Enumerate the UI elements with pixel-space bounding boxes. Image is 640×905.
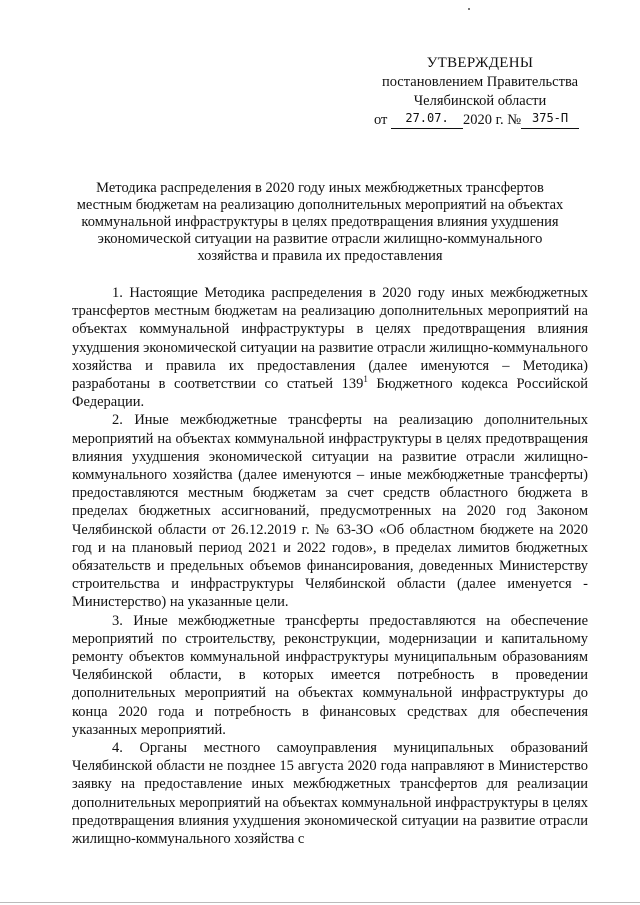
- paragraph-1-superscript: 1: [363, 374, 368, 385]
- approval-title: УТВЕРЖДЕНЫ: [426, 55, 534, 71]
- scan-speck: [468, 8, 470, 10]
- paragraph-1: [72, 284, 588, 411]
- page-bottom-edge: [0, 902, 640, 903]
- paragraph-3: 3. Иные межбюджетные трансферты предоставляются на обеспечение мероприятий по строительству, реконструкции, модернизации и капитальному ремонту объектов коммунальной инфраструктуры муниципальным образованиям Челябинской области, в которых имеется потребность в проведении дополнительных мероприятий на объектах коммунальной инфраструктуры до конца 2020 года и потребность в финансовых средствах для обеспечения указанных мероприятий.: [72, 612, 588, 738]
- approval-line-2: Челябинской области: [413, 93, 547, 109]
- document-title: Методика распределения в 2020 году иных межбюджетных трансфертов местным бюджетам на реализацию дополнительных мероприятий на объектах коммунальной инфраструктуры в целях предотвращения влияния ухудшения экономической ситуации на развитие отрасли жилищно-коммунального хозяйства и правила их предоставления: [76, 180, 564, 264]
- approval-number: 375-П: [521, 109, 579, 129]
- paragraph-1-tail: Бюджетного кодекса Российской Федерации.: [72, 376, 588, 411]
- approval-dateline: [360, 111, 600, 131]
- document-body: [72, 284, 588, 848]
- paragraph-2: 2. Иные межбюджетные трансферты на реализацию дополнительных мероприятий на объектах коммунальной инфраструктуры в целях предотвращения влияния ухудшения экономической ситуации на развитие отрасли жилищно-коммунального хозяйства (далее именуются – иные межбюджетные трансферты) предоставляются местным бюджетам за счет средств областного бюджета в пределах бюджетных ассигнований, предусмотренных на 2020 год Законом Челябинской области от 26.12.2019 г. № 63-ЗО «Об областном бюджете на 2020 год и на плановый период 2021 и 2022 годов», в пределах лимитов бюджетных обязательств и предельных объемов финансирования, доведенных Министерству строительства и инфраструктуры Челябинской области (далее именуется - Министерство) на указанные цели.: [72, 412, 588, 611]
- approval-from: от: [374, 112, 388, 128]
- approval-stamp: [360, 54, 600, 131]
- approval-line-1: постановлением Правительства: [381, 74, 579, 90]
- approval-date: 27.07.: [391, 109, 463, 129]
- paragraph-1-text: 1. Настоящие Методика распределения в 2020 году иных межбюджетных трансфертов местным бюджетам на реализацию дополнительных мероприятий на объектах коммунальной инфраструктуры в целях предотвращения влияния ухудшения экономической ситуации на развитие отрасли жилищно-коммунального хозяйства и правила их предоставления (далее именуются – Методика) разработаны в соответствии со статьей 139: [72, 285, 588, 393]
- approval-year: 2020 г. №: [463, 112, 522, 128]
- paragraph-4: 4. Органы местного самоуправления муниципальных образований Челябинской области не позднее 15 августа 2020 года направляют в Министерство заявку на предоставление иных межбюджетных трансфертов для реализации дополнительных мероприятий на объектах коммунальной инфраструктуры в целях предотвращения влияния ухудшения экономической ситуации на развитие отрасли жилищно-коммунального хозяйства с: [72, 740, 588, 848]
